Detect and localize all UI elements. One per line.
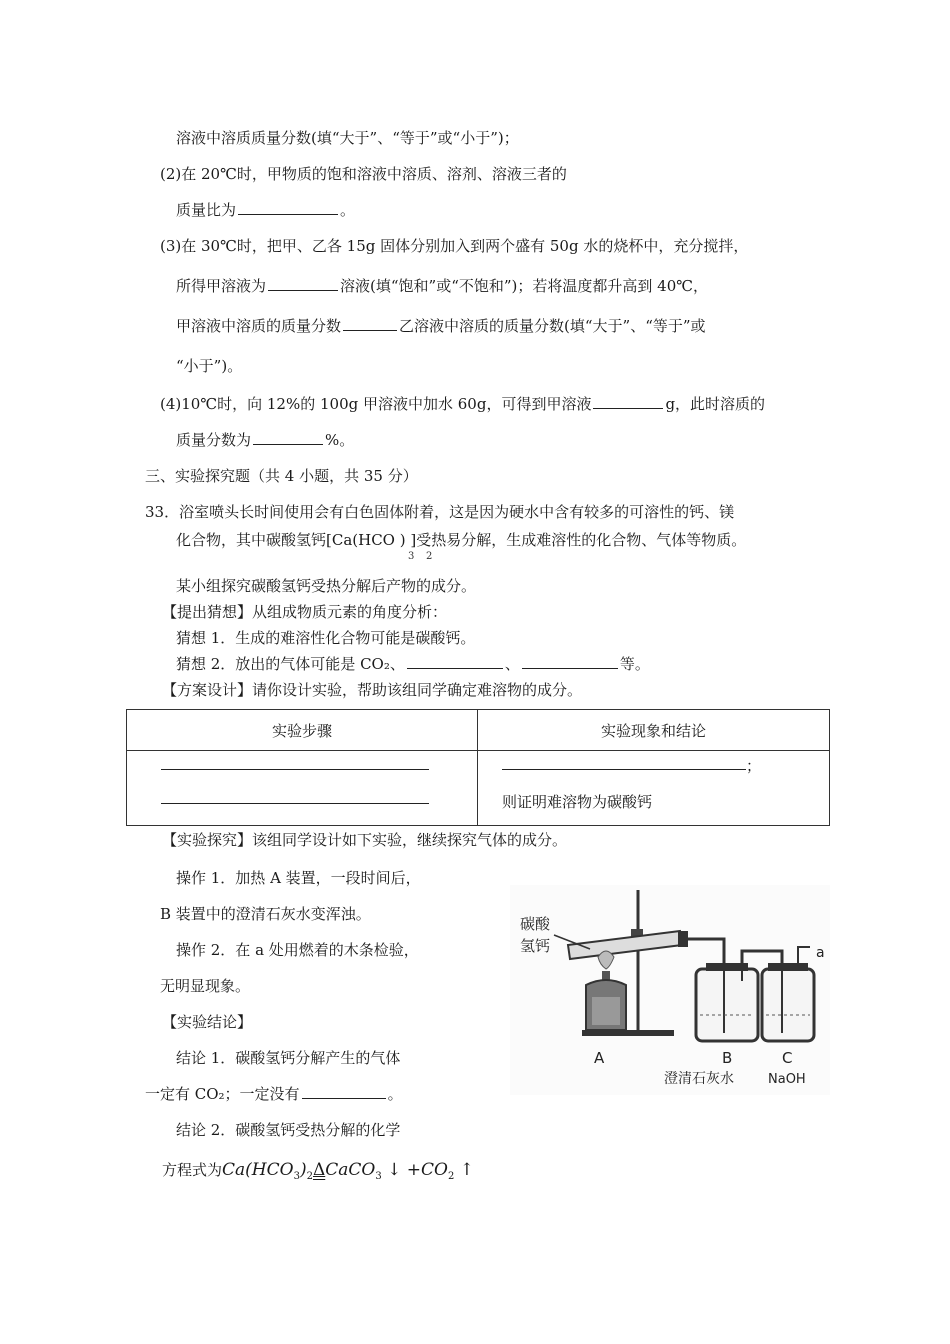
question-33-line-2: 化合物，其中碳酸氢钙[Ca(HCO ) ]受热易分解，生成难溶性的化合物、气体等物质。: [176, 531, 747, 549]
table-header-row: [127, 710, 830, 751]
table-header: 实验步骤: [127, 710, 478, 751]
question-2-line-2: [176, 200, 355, 220]
answer-blank[interactable]: [161, 803, 429, 804]
operation-2-line-1: 操作 2．在 a 处用燃着的木条检验，: [176, 941, 419, 959]
label-a: A: [594, 1049, 605, 1067]
conclusion-heading: 【实验结论】: [162, 1013, 253, 1031]
hypothesis-1: 猜想 1．生成的难溶性化合物可能是碳酸钙。: [176, 629, 476, 647]
conclusion-1-line-1: 结论 1．碳酸氢钙分解产生的气体: [176, 1049, 401, 1067]
question-3-line-4: “小于”)。: [176, 357, 243, 375]
text: 一定有 CO₂；一定没有: [145, 1085, 300, 1103]
hypothesis-heading: 【提出猜想】从组成物质元素的角度分析：: [162, 603, 448, 621]
chemical-equation: [222, 1160, 474, 1180]
question-3-line-1: (3)在 30℃时，把甲、乙各 15g 固体分别加入到两个盛有 50g 水的烧杯中，充分搅拌，: [160, 237, 749, 255]
text: 。: [340, 201, 356, 219]
answer-blank[interactable]: [253, 430, 323, 445]
subscript: 2: [426, 551, 433, 562]
explore-heading: 【实验探究】该组同学设计如下实验，继续探究气体的成分。: [162, 831, 568, 849]
text: 乙溶液中溶质的质量分数(填“大于”、“等于”或: [399, 317, 706, 335]
eq-part: ↑: [459, 1160, 474, 1180]
experiment-table: [126, 709, 830, 826]
answer-blank[interactable]: [268, 276, 338, 291]
text: 所得甲溶液为: [176, 277, 267, 295]
heat-condition: Δ: [312, 1160, 326, 1180]
steps-cell: [127, 751, 478, 826]
operation-1-line-2: B 装置中的澄清石灰水变浑浊。: [160, 905, 371, 923]
caption-c: NaOH: [768, 1072, 806, 1087]
hypothesis-2: [176, 654, 650, 674]
answer-blank[interactable]: [522, 654, 618, 669]
question-33-line-1: 33．浴室喷头长时间使用会有白色固体附着，这是因为硬水中含有较多的可溶性的钙、镁: [145, 503, 735, 521]
answer-blank[interactable]: [343, 316, 397, 331]
answer-blank[interactable]: [302, 1084, 386, 1099]
text: 溶液(填“饱和”或“不饱和”)；若将温度都升高到 40℃，: [340, 277, 709, 295]
result-conclusion: 则证明难溶物为碳酸钙: [502, 793, 653, 811]
eq-subscript: 3: [375, 1171, 382, 1182]
bottle-c: [762, 969, 814, 1041]
question-2-line-1: (2)在 20℃时，甲物质的饱和溶液中溶质、溶剂、溶液三者的: [160, 165, 567, 183]
label-c: C: [782, 1049, 793, 1067]
text: g，此时溶质的: [665, 395, 766, 413]
text-line: 溶液中溶质质量分数(填“大于”、“等于”或“小于”)；: [176, 129, 519, 147]
eq-subscript: 2: [447, 1171, 455, 1182]
lamp-body: [592, 997, 620, 1025]
answer-blank[interactable]: [161, 769, 429, 770]
text: (4)10℃时，向 12%的 100g 甲溶液中加水 60g，可得到甲溶液: [160, 395, 592, 413]
eq-part: Ca(HCO: [222, 1160, 294, 1180]
operation-1-line-1: 操作 1．加热 A 装置，一段时间后，: [176, 869, 421, 887]
design-heading: 【方案设计】请你设计实验，帮助该组同学确定难溶物的成分。: [162, 681, 583, 699]
apparatus-diagram: [510, 885, 830, 1095]
question-3-line-2: [176, 276, 708, 296]
eq-part: ↓ +CO: [387, 1160, 448, 1180]
conclusion-1-line-2: [145, 1084, 403, 1104]
reagent-label-1: 碳酸: [520, 915, 551, 933]
apparatus-figure: [510, 885, 830, 1095]
caption-b: 澄清石灰水: [664, 1071, 734, 1087]
answer-blank[interactable]: [407, 654, 503, 669]
operation-2-line-2: 无明显现象。: [160, 977, 251, 995]
outlet-label: a: [816, 945, 825, 961]
eq-subscript: 3: [293, 1171, 300, 1182]
bottle-b: [696, 969, 758, 1041]
conclusion-2-line-2: [162, 1160, 474, 1187]
question-4-line-1: [160, 394, 765, 414]
question-33-line-3: 某小组探究碳酸氢钙受热分解后产物的成分。: [176, 577, 477, 595]
text: 质量分数为: [176, 431, 252, 449]
eq-part: ): [299, 1160, 307, 1180]
text: 方程式为: [162, 1161, 223, 1179]
text: 等。: [619, 655, 650, 673]
stopper: [678, 931, 688, 947]
text: 甲溶液中溶质的质量分数: [176, 317, 342, 335]
eq-subscript: 2: [306, 1171, 313, 1182]
answer-blank[interactable]: [502, 769, 746, 770]
answer-blank[interactable]: [593, 394, 663, 409]
answer-blank[interactable]: [238, 200, 338, 215]
section-3-heading: 三、实验探究题（共 4 小题，共 35 分）: [145, 467, 418, 485]
question-3-line-3: [176, 316, 706, 336]
punctuation: ；: [746, 757, 762, 775]
label-b: B: [722, 1049, 733, 1067]
conclusion-2-line-1: 结论 2．碳酸氢钙受热分解的化学: [176, 1121, 401, 1139]
table-header: 实验现象和结论: [478, 710, 830, 751]
text: 。: [387, 1085, 403, 1103]
reagent-label-2: 氢钙: [520, 937, 551, 955]
question-4-line-2: [176, 430, 354, 450]
text: 、: [504, 655, 520, 673]
eq-part: CaCO: [325, 1160, 376, 1180]
subscript: 3: [408, 551, 415, 562]
table-row: [127, 751, 830, 826]
text: 猜想 2．放出的气体可能是 CO₂、: [176, 655, 405, 673]
text: 质量比为: [176, 201, 237, 219]
text: %。: [325, 431, 355, 449]
result-cell: [478, 751, 830, 826]
